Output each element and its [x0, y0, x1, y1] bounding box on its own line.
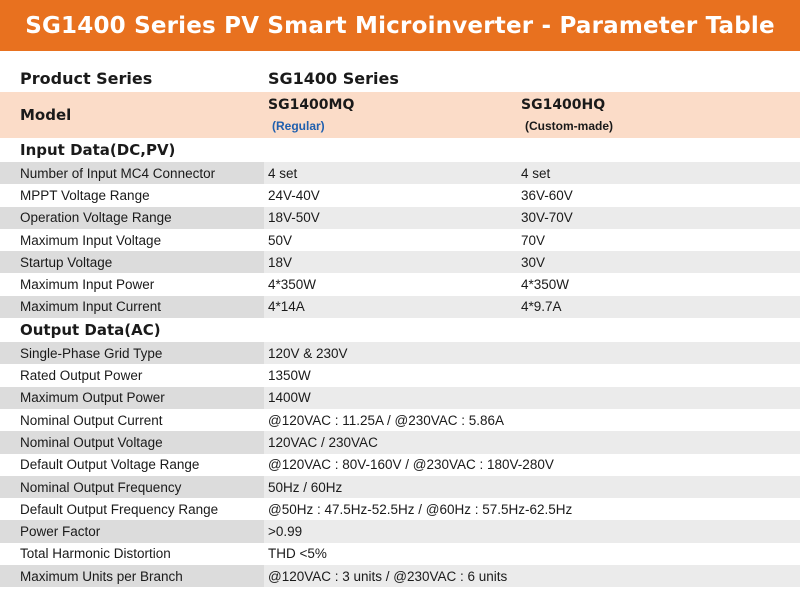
param-label: Single-Phase Grid Type: [0, 342, 264, 364]
param-value: 50Hz / 60Hz: [264, 476, 800, 498]
product-series-row: [0, 65, 800, 92]
product-series-label: Product Series: [20, 69, 153, 88]
table-row: [0, 296, 800, 318]
page-title: SG1400 Series PV Smart Microinverter - Parameter Table: [25, 12, 775, 39]
param-label: Maximum Input Current: [0, 296, 264, 318]
param-value: THD <5%: [264, 543, 800, 565]
table-row: [0, 162, 800, 184]
table-row: [0, 454, 800, 476]
param-value: @120VAC : 11.25A / @230VAC : 5.86A: [264, 409, 800, 431]
table-row: [0, 520, 800, 542]
hq-value: 70V: [519, 229, 800, 251]
hq-value: 30V: [519, 251, 800, 273]
table-row: [0, 229, 800, 251]
table-row: [0, 342, 800, 364]
model-hq-name: SG1400HQ: [521, 97, 606, 113]
param-label: Nominal Output Frequency: [0, 476, 264, 498]
param-label: Maximum Units per Branch: [0, 565, 264, 587]
output-section-header: [0, 318, 800, 342]
title-banner: [0, 0, 800, 51]
table-row: [0, 251, 800, 273]
param-value: 120V & 230V: [264, 342, 800, 364]
param-label: Maximum Input Voltage: [0, 229, 264, 251]
param-value: @120VAC : 80V-160V / @230VAC : 180V-280V: [264, 454, 800, 476]
param-value: >0.99: [264, 520, 800, 542]
param-label: Nominal Output Voltage: [0, 431, 264, 453]
hq-value: 4 set: [519, 162, 800, 184]
input-section-title: Input Data(DC,PV): [0, 138, 800, 162]
model-mq-cell: [264, 92, 519, 138]
model-mq-name: SG1400MQ: [268, 97, 355, 113]
param-value: 120VAC / 230VAC: [264, 431, 800, 453]
param-label: Maximum Output Power: [0, 387, 264, 409]
mq-value: 50V: [264, 229, 519, 251]
table-row: [0, 498, 800, 520]
product-series-value: SG1400 Series: [268, 69, 399, 88]
param-label: Total Harmonic Distortion: [0, 543, 264, 565]
param-label: Power Factor: [0, 520, 264, 542]
table-row: [0, 476, 800, 498]
mq-value: 18V-50V: [264, 207, 519, 229]
output-section-title: Output Data(AC): [0, 318, 800, 342]
input-section-header: [0, 138, 800, 162]
hq-value: 30V-70V: [519, 207, 800, 229]
table-row: [0, 565, 800, 587]
hq-value: 4*350W: [519, 273, 800, 295]
param-label: Number of Input MC4 Connector: [0, 162, 264, 184]
mq-value: 4*14A: [264, 296, 519, 318]
param-label: Rated Output Power: [0, 364, 264, 386]
mq-value: 24V-40V: [264, 184, 519, 206]
table-row: [0, 207, 800, 229]
param-label: Operation Voltage Range: [0, 207, 264, 229]
param-value: @120VAC : 3 units / @230VAC : 6 units: [264, 565, 800, 587]
mq-value: 4*350W: [264, 273, 519, 295]
param-label: Nominal Output Current: [0, 409, 264, 431]
param-label: Startup Voltage: [0, 251, 264, 273]
parameter-table: [0, 65, 800, 587]
param-value: 1350W: [264, 364, 800, 386]
mq-value: 18V: [264, 251, 519, 273]
table-row: [0, 364, 800, 386]
param-label: MPPT Voltage Range: [0, 184, 264, 206]
param-label: Default Output Voltage Range: [0, 454, 264, 476]
table-row: [0, 273, 800, 295]
hq-value: 4*9.7A: [519, 296, 800, 318]
hq-value: 36V-60V: [519, 184, 800, 206]
model-label: Model: [0, 92, 264, 138]
table-row: [0, 431, 800, 453]
table-row: [0, 543, 800, 565]
param-label: Maximum Input Power: [0, 273, 264, 295]
model-row: [0, 92, 800, 138]
table-row: [0, 409, 800, 431]
model-mq-note: (Regular): [272, 119, 325, 133]
param-value: @50Hz : 47.5Hz-52.5Hz / @60Hz : 57.5Hz-62.5Hz: [264, 498, 800, 520]
model-hq-note: (Custom-made): [525, 119, 614, 133]
table-row: [0, 387, 800, 409]
mq-value: 4 set: [264, 162, 519, 184]
param-value: 1400W: [264, 387, 800, 409]
table-row: [0, 184, 800, 206]
model-hq-cell: [519, 92, 800, 138]
param-label: Default Output Frequency Range: [0, 498, 264, 520]
